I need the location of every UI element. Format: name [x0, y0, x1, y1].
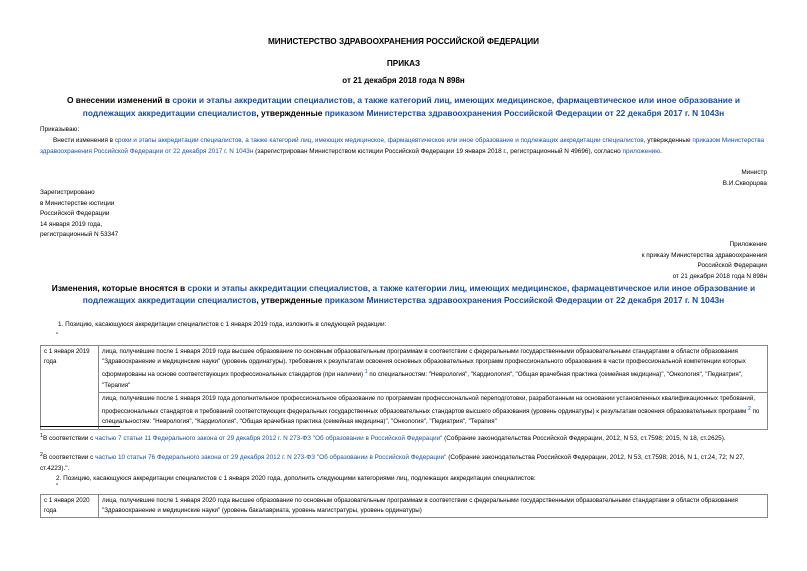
footnote-2-link[interactable]: частью 10 статьи 76 Федерального закона от 29 декабря 2012 г. N 273-ФЗ "Об образовании в Российской Федерации": [95, 454, 447, 462]
registration-line: Российской Федерации: [40, 210, 110, 218]
footnote-text: В соответствии с: [42, 435, 96, 443]
registration-line: Зарегистрировано: [40, 189, 95, 196]
paragraph-text: .: [660, 147, 662, 155]
table-2020: [40, 494, 768, 518]
appendix-block: [560, 240, 767, 282]
table-date-cell: с 1 января 2020 года: [41, 495, 99, 518]
item-2-text: 2. Позицию, касающуюся аккредитации специалистов с 1 января 2020 года, дополнить следующими категориями лиц, подлежащих аккредитации специалистов:: [56, 475, 536, 482]
footnote-text: В соответствии с: [42, 454, 96, 462]
footnote-mark: 1: [40, 433, 43, 439]
registration-line: в Министерстве юстиции: [40, 199, 115, 207]
changes-link-order[interactable]: приказом Министерства здравоохранения Российской Федерации от 22 декабря 2017 г. N 1043н: [324, 295, 725, 305]
paragraph-link-appendix[interactable]: приложению: [622, 147, 661, 155]
appendix-line: от 21 декабря 2018 года N 898н: [672, 272, 767, 280]
paragraph-text: (зарегистрирован Министерством юстиции Российской Федерации 19 января 2018 г., регистрационный N 49696), согласно: [253, 147, 623, 155]
registration-line: 14 января 2019 года,: [40, 220, 103, 228]
footnote-1-link[interactable]: частью 7 статьи 11 Федерального закона от 29 декабря 2012 г. N 273-ФЗ "Об образовании в Российской Федерации": [95, 435, 443, 443]
order-title: [40, 94, 767, 119]
table-row: [41, 392, 768, 429]
changes-title: [40, 282, 767, 306]
signature-name: В.И.Скворцова: [722, 179, 767, 187]
title-text: , утвержденные: [256, 107, 325, 118]
table-row: [41, 495, 768, 518]
prikazyvayu-label: Приказываю:: [40, 126, 80, 133]
ministry-heading: МИНИСТЕРСТВО ЗДРАВООХРАНЕНИЯ РОССИЙСКОЙ ФЕДЕРАЦИИ: [267, 37, 540, 46]
registration-block: [40, 188, 118, 241]
title-text: О внесении изменений в: [66, 95, 173, 105]
footnote-ref-1[interactable]: 1: [364, 369, 368, 376]
footnote-2: [40, 450, 767, 474]
order-date-number: от 21 декабря 2018 года N 898н: [342, 76, 465, 85]
paragraph-text: , утвержденные: [643, 137, 693, 144]
footnote-1: [40, 431, 767, 445]
appendix-line: Приложение: [729, 241, 767, 248]
table-cell: [99, 392, 768, 429]
cell-text: лица, получившие после 1 января 2019 года высшее образование по основным образовательным программам в соответствии с федеральными государственными образовательными стандартами в области образования "Здравоохранение и медицинские науки" (уровень ординатуры), требования к результатам освоения основных образовательных программ профессионального образования в части профессиональной компетенции которых сформированы на основе соответствующих профессиональных стандартов (при наличии): [102, 348, 746, 379]
title-link-order[interactable]: приказом Министерства здравоохранения Российской Федерации от 22 декабря 2017 г. N 1043н: [324, 107, 725, 118]
footnote-text: (Собрание законодательства Российской Федерации, 2012, N 53, ст.7598; 2015, N 18, ст.2625).: [442, 435, 726, 443]
appendix-line: к приказу Министерства здравоохранения: [641, 251, 767, 259]
appendix-line: Российской Федерации: [697, 262, 767, 270]
title-text: Изменения, которые вносятся в: [51, 283, 188, 293]
registration-line: регистрационный N 53347: [40, 231, 119, 239]
table-2019: [40, 345, 768, 430]
cell-text: лица, получившие после 1 января 2019 года дополнительное профессиональное образование по программам профессиональной переподготовки, разработанным на основании установленных квалификационных требований, профессиональных стандартов и требований соответствующих федеральных государственных образовательных стандартов высшего образования (уровень ординатуры) к результатам освоения образовательных программ: [102, 394, 756, 416]
title-link-terms[interactable]: сроки и этапы аккредитации специалистов, а также категорий лиц, имеющих медицинское, фармацевтическое или иное образование и подлежащих аккредитации специалистов: [82, 95, 741, 118]
paragraph-link-terms[interactable]: сроки и этапы аккредитации специалистов, а также категорий лиц, имеющих медицинское, фармацевтическое или иное образование и подлежащих аккредитации специалистов: [114, 137, 644, 144]
opening-quote: ": [56, 332, 59, 339]
signature-block: [40, 168, 767, 189]
cell-text: по специальностям: "Неврология", "Кардиология", "Общая врачебная практика (семейная медицина)", "Онкология", "Педиатрия", "Терапия": [102, 371, 743, 389]
footnote-text: (Собрание законодательства Российской Федерации, 2012, N 53, ст.7598; 2016, N 1, ст.24, 72; N 27, ст.4223).".: [40, 454, 745, 472]
changes-link-terms[interactable]: сроки и этапы аккредитации специалистов, а также категории лиц, имеющих медицинское, фармацевтическое или иное образование и подлежащих аккредитации специалистов: [82, 283, 756, 305]
cell-text: по специальностям: "Неврология", "Кардиология", "Общая врачебная практика (семейная медицина)", "Онкология", "Педиатрия", "Терапия": [102, 408, 760, 426]
table-date-cell: с 1 января 2019 года: [41, 346, 99, 430]
table-cell: лица, получившие после 1 января 2020 года высшее образование по основным образовательным программам в соответствии с федеральными государственными образовательными стандартами в области образования "Здравоохранение и медицинские науки" (уровень бакалавриата, уровень магистратуры, уровень ординатуры): [99, 495, 768, 518]
paragraph-link-order[interactable]: приказом Министерства здравоохранения Российской Федерации от 22 декабря 2017 г. N 1043н: [40, 137, 765, 155]
doc-type-heading: ПРИКАЗ: [386, 59, 421, 68]
table-cell: [99, 346, 768, 393]
item-1-text: 1. Позицию, касающуюся аккредитации специалистов с 1 января 2019 года, изложить в следующей редакции:: [58, 321, 387, 328]
footnote-ref-2[interactable]: 2: [747, 406, 751, 413]
opening-quote: ": [56, 483, 59, 490]
paragraph-text: Внести изменения в: [53, 137, 115, 144]
footnote-mark: 2: [40, 452, 43, 458]
table-row: [41, 346, 768, 393]
signature-role: Министр: [741, 169, 767, 176]
title-text: , утвержденные: [256, 295, 325, 305]
footnote-divider: [40, 426, 120, 427]
main-paragraph: [40, 136, 767, 157]
